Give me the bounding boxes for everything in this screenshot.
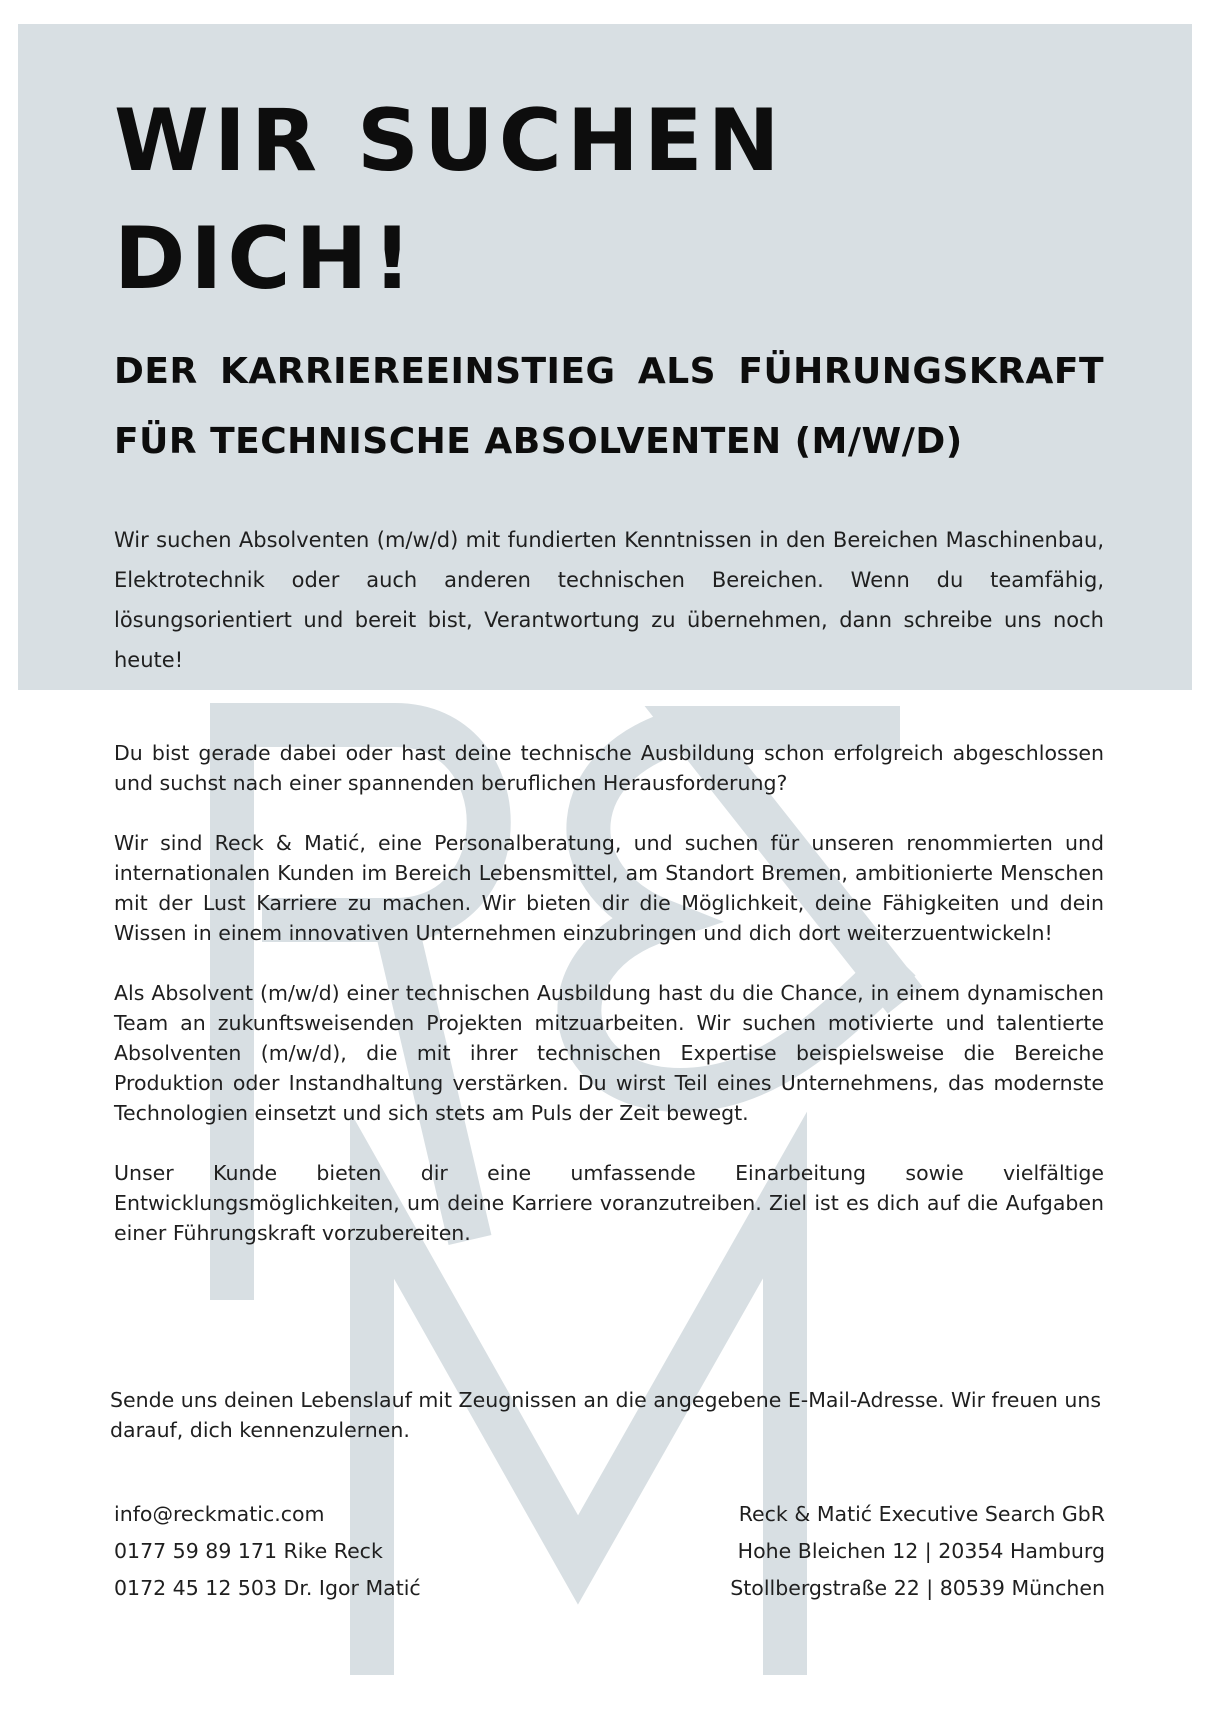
company-name: Reck & Matić Executive Search GbR bbox=[738, 1502, 1105, 1526]
contact-phone-rike-reck[interactable]: 0177 59 89 171 Rike Reck bbox=[114, 1539, 383, 1563]
body-paragraph-3: Als Absolvent (m/w/d) einer technischen Ausbildung hast du die Chance, in einem dynamischen Team an zukunftsweisenden Projekten mitzuarbeiten. Wir suchen motivierte und talentierte Absolventen (m/w/d), die mit ihrer technischen Expertise beispielsweise die Bereiche Produktion oder Instandhaltung verstärken. Du wirst Teil eines Unternehmens, das modernste Technologien einsetzt und sich stets am Puls der Zeit bewegt. bbox=[114, 981, 1104, 1125]
call-to-action: Sende uns deinen Lebenslauf mit Zeugnissen an die angegebene E-Mail-Adresse. Wir freuen uns darauf, dich kennenzulernen. bbox=[110, 1388, 1102, 1442]
subheadline-line-1: DER KARRIEREEINSTIEG ALS FÜHRUNGSKRAFT bbox=[114, 351, 1104, 392]
headline bbox=[114, 82, 785, 318]
headline-line-2: DICH! bbox=[114, 209, 417, 309]
contact-phone-igor-matic[interactable]: 0172 45 12 503 Dr. Igor Matić bbox=[114, 1576, 421, 1600]
body-paragraph-1: Du bist gerade dabei oder hast deine technische Ausbildung schon erfolgreich abgeschlossen und suchst nach einer spannenden beruflichen Herausforderung? bbox=[114, 741, 1104, 795]
contact-block bbox=[114, 1496, 614, 1607]
headline-line-1: WIR SUCHEN bbox=[114, 91, 785, 191]
intro-paragraph: Wir suchen Absolventen (m/w/d) mit fundierten Kenntnissen in den Bereichen Maschinenbau, Elektrotechnik oder auch anderen technischen Bereichen. Wenn du teamfähig, lösungsorientiert und bereit bist, Verantwortung zu übernehmen, dann schreibe uns noch heute! bbox=[114, 528, 1104, 672]
company-address-muenchen: Stollbergstraße 22 | 80539 München bbox=[730, 1576, 1105, 1600]
body-paragraph-2: Wir sind Reck & Matić, eine Personalberatung, und suchen für unseren renommierten und internationalen Kunden im Bereich Lebensmittel, am Standort Bremen, ambitionierte Menschen mit der Lust Karriere zu machen. Wir bieten dir die Möglichkeit, deine Fähigkeiten und dein Wissen in einem innovativen Unternehmen einzubringen und dich dort weiterzuentwickeln! bbox=[114, 831, 1104, 945]
subheadline-line-2: FÜR TECHNISCHE ABSOLVENTEN (M/W/D) bbox=[114, 421, 963, 462]
body-paragraph-4: Unser Kunde bieten dir eine umfassende Einarbeitung sowie vielfältige Entwicklungsmöglichkeiten, um deine Karriere voranzutreiben. Ziel ist es dich auf die Aufgaben einer Führungskraft vorzubereiten. bbox=[114, 1161, 1104, 1245]
contact-email[interactable]: info@reckmatic.com bbox=[114, 1502, 325, 1526]
body-text bbox=[114, 738, 1104, 1278]
company-address-hamburg: Hohe Bleichen 12 | 20354 Hamburg bbox=[737, 1539, 1105, 1563]
subheadline bbox=[114, 337, 1104, 477]
company-address-block bbox=[605, 1496, 1105, 1607]
